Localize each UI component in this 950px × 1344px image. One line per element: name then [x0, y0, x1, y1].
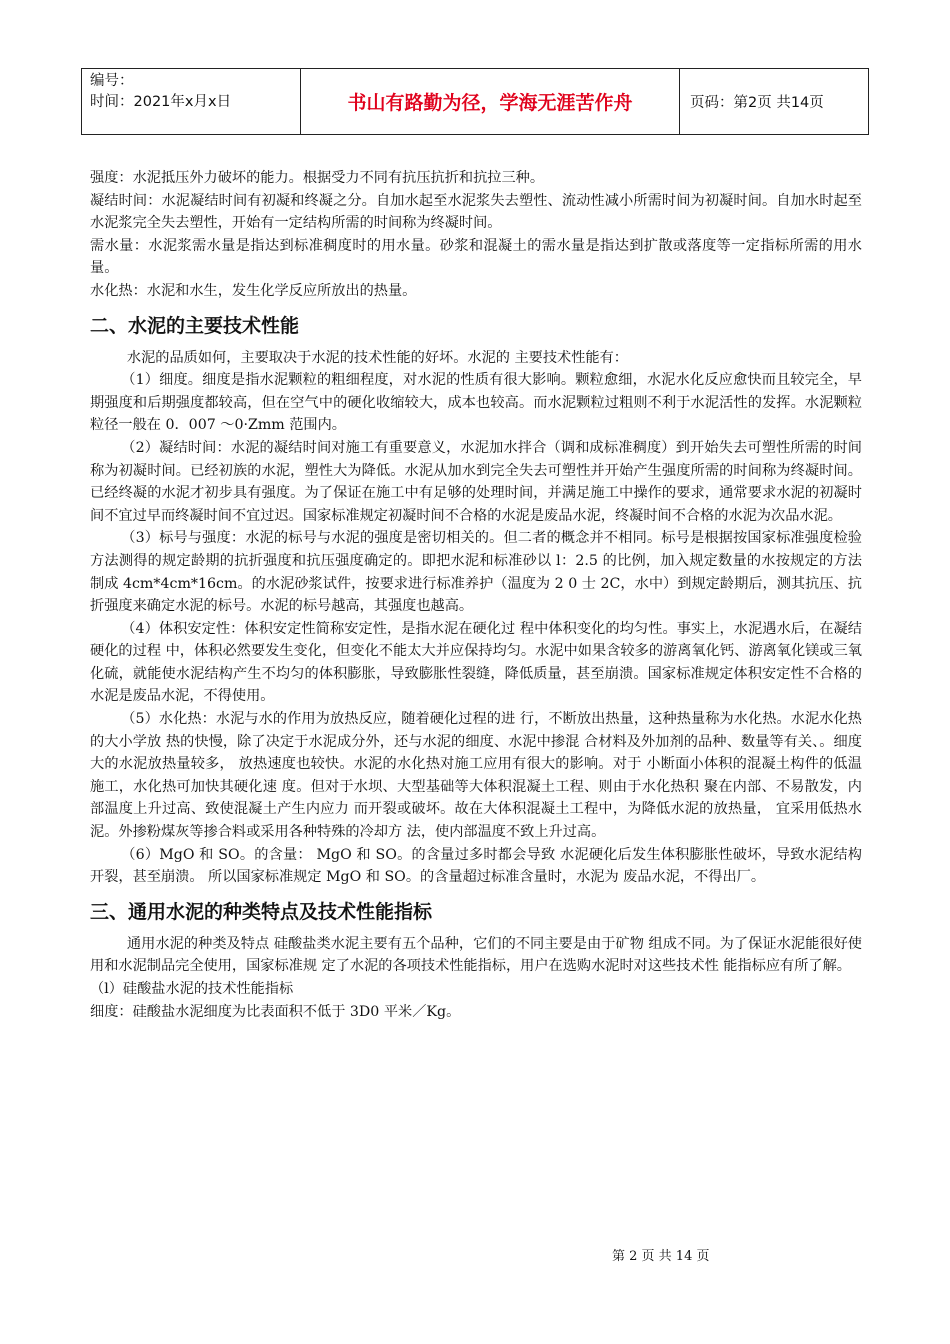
section-3-heading: 三、通用水泥的种类特点及技术性能指标: [90, 900, 433, 923]
section-2-item-fineness: （1）细度。细度是指水泥颗粒的粗细程度，对水泥的性质有很大影响。颗粒愈细，水泥水化反应愈快而且较完全，早期强度和后期强度都较高，但在空气中的硬化收缩较大，成本也较高。而水泥颗粒过粗则不利于水泥活性的发挥。水泥颗粒粒径一般在 0．007 ～0·Zmm 范围内。: [90, 372, 862, 434]
document-body: [90, 167, 862, 1023]
header-meta: [82, 69, 301, 134]
section-2-heading: 二、水泥的主要技术性能: [90, 314, 300, 337]
document-number-label: 编号：: [90, 73, 134, 89]
section-3-intro: 通用水泥的种类及特点 硅酸盐类水泥主要有五个品种，它们的不同主要是由于矿物 组成不同。为了保证水泥能很好使用和水泥制品完全使用，国家标准规 定了水泥的各项技术性能指标，用户在选购水泥时对这些技术性 能指标应有所了解。: [90, 935, 862, 975]
definition-strength: 强度：水泥抵压外力破坏的能力。根据受力不同有抗压抗折和抗拉三种。: [90, 170, 545, 186]
section-3-subheading: （l）硅酸盐水泥的技术性能指标: [90, 981, 294, 997]
section-2-intro: 水泥的品质如何，主要取决于水泥的技术性能的好坏。水泥的 主要技术性能有：: [126, 349, 628, 366]
section-2-item-hydration-heat: （5）水化热：水泥与水的作用为放热反应，随着硬化过程的进 行，不断放出热量，这种热量称为水化热。水泥水化热的大小学放 热的快慢，除了决定于水泥成分外，还与水泥的细度、水泥中掺混 合材料及外加剂的品种、数量等有关、。细度大的水泥放热量较多， 放热速度也较快。水泥的水化热对施工应用有很大的影响。对于 小断面小体积的混凝土构件的低温施工，水化热可加快其硬化速 度。但对于水坝、大型基础等大体积混凝土工程、则由于水化热积 聚在内部、不易散发，内部温度上升过高、致使混凝土产生内应力 而开裂或破坏。故在大体积混凝土工程中，为降低水泥的放热量， 宜采用低热水泥。外掺粉煤灰等掺合料或采用各种特殊的冷却方 法，使内部温度不致上升过高。: [90, 711, 862, 841]
definition-setting-time: 凝结时间：水泥凝结时间有初凝和终凝之分。自加水起至水泥浆失去塑性、流动性减小所需时间为初凝时间。自加水时起至水泥浆完全失去塑性，开始有一定结构所需的时间称为终凝时间。: [90, 192, 862, 232]
section-2-item-setting-time: （2）凝结时间：水泥的凝结时间对施工有重要意义，水泥加水拌合（调和成标准稠度）到开始失去可塑性所需的时间称为初凝时间。已经初族的水泥，塑性大为降低。水泥从加水到完全失去可塑性并开始产生强度所需的时间称为终凝时间。已经终凝的水泥才初步具有强度。为了保证在施工中有足够的处理时间，并满足施工中操作的要求，通常要求水泥的初凝时间不宜过早而终凝时间不宜过迟。国家标准规定初凝时间不合格的水泥是废品水泥，终凝时间不合格的水泥为次品水泥。: [90, 439, 862, 524]
header-page-info: 页码：第2页 共14页: [690, 95, 824, 111]
section-2-item-soundness: （4）体积安定性：体积安定性简称安定性，是指水泥在硬化过 程中体积变化的均匀性。事实上，水泥遇水后，在凝结硬化的过程 中，体积必然要发生变化，但变化不能太大并应保持均匀。水泥中如果含较多的游离氧化钙、游离氧化镁或三氧化硫，就能使水泥结构产生不均匀的体积膨胀，导致膨胀性裂缝，降低质量，甚至崩溃。国家标准规定体积安定性不合格的水泥是废品水泥，不得使用。: [90, 620, 862, 705]
document-date: 时间：2021年x月x日: [90, 94, 232, 110]
section-2-item-mgo-so3: （6）MgO 和 SO。的含量： MgO 和 SO。的含量过多时都会导致 水泥硬化后发生体积膨胀性破坏，导致水泥结构开裂，甚至崩溃。 所以国家标准规定 MgO 和 SO。的含量超过标准含量时，水泥为 废品水泥，不得出厂。: [90, 846, 862, 886]
definition-hydration-heat: 水化热：水泥和水生，发生化学反应所放出的热量。: [90, 282, 417, 299]
header-motto: 书山有路勤为径，学海无涯苦作舟: [301, 69, 680, 134]
page-header: [81, 68, 869, 135]
section-3-fineness: 细度：硅酸盐水泥细度为比表面积不低于 3D0 平米／Kg。: [90, 1003, 461, 1020]
definition-water-demand: 需水量：水泥浆需水量是指达到标准稠度时的用水量。砂浆和混凝土的需水量是指达到扩散或落度等一定指标所需的用水量。: [90, 237, 862, 277]
page-footer: 第 2 页 共 14 页: [612, 1249, 710, 1264]
section-2-item-grade-strength: （3）标号与强度：水泥的标号与水泥的强度是密切相关的。但二者的概念并不相同。标号是根据按国家标准强度检验方法测得的规定龄期的抗折强度和抗压强度确定的。即把水泥和标准砂以 l：2.5 的比例，加入规定数量的水按规定的方法制成 4cm*4cm*16cm。的水泥砂浆试件，按要求进行标准养护（温度为 2 0 士 2C，水中）到规定龄期后，测其抗压、抗折强度来确定水泥的标号。水泥的标号越高，其强度也越高。: [90, 530, 862, 615]
